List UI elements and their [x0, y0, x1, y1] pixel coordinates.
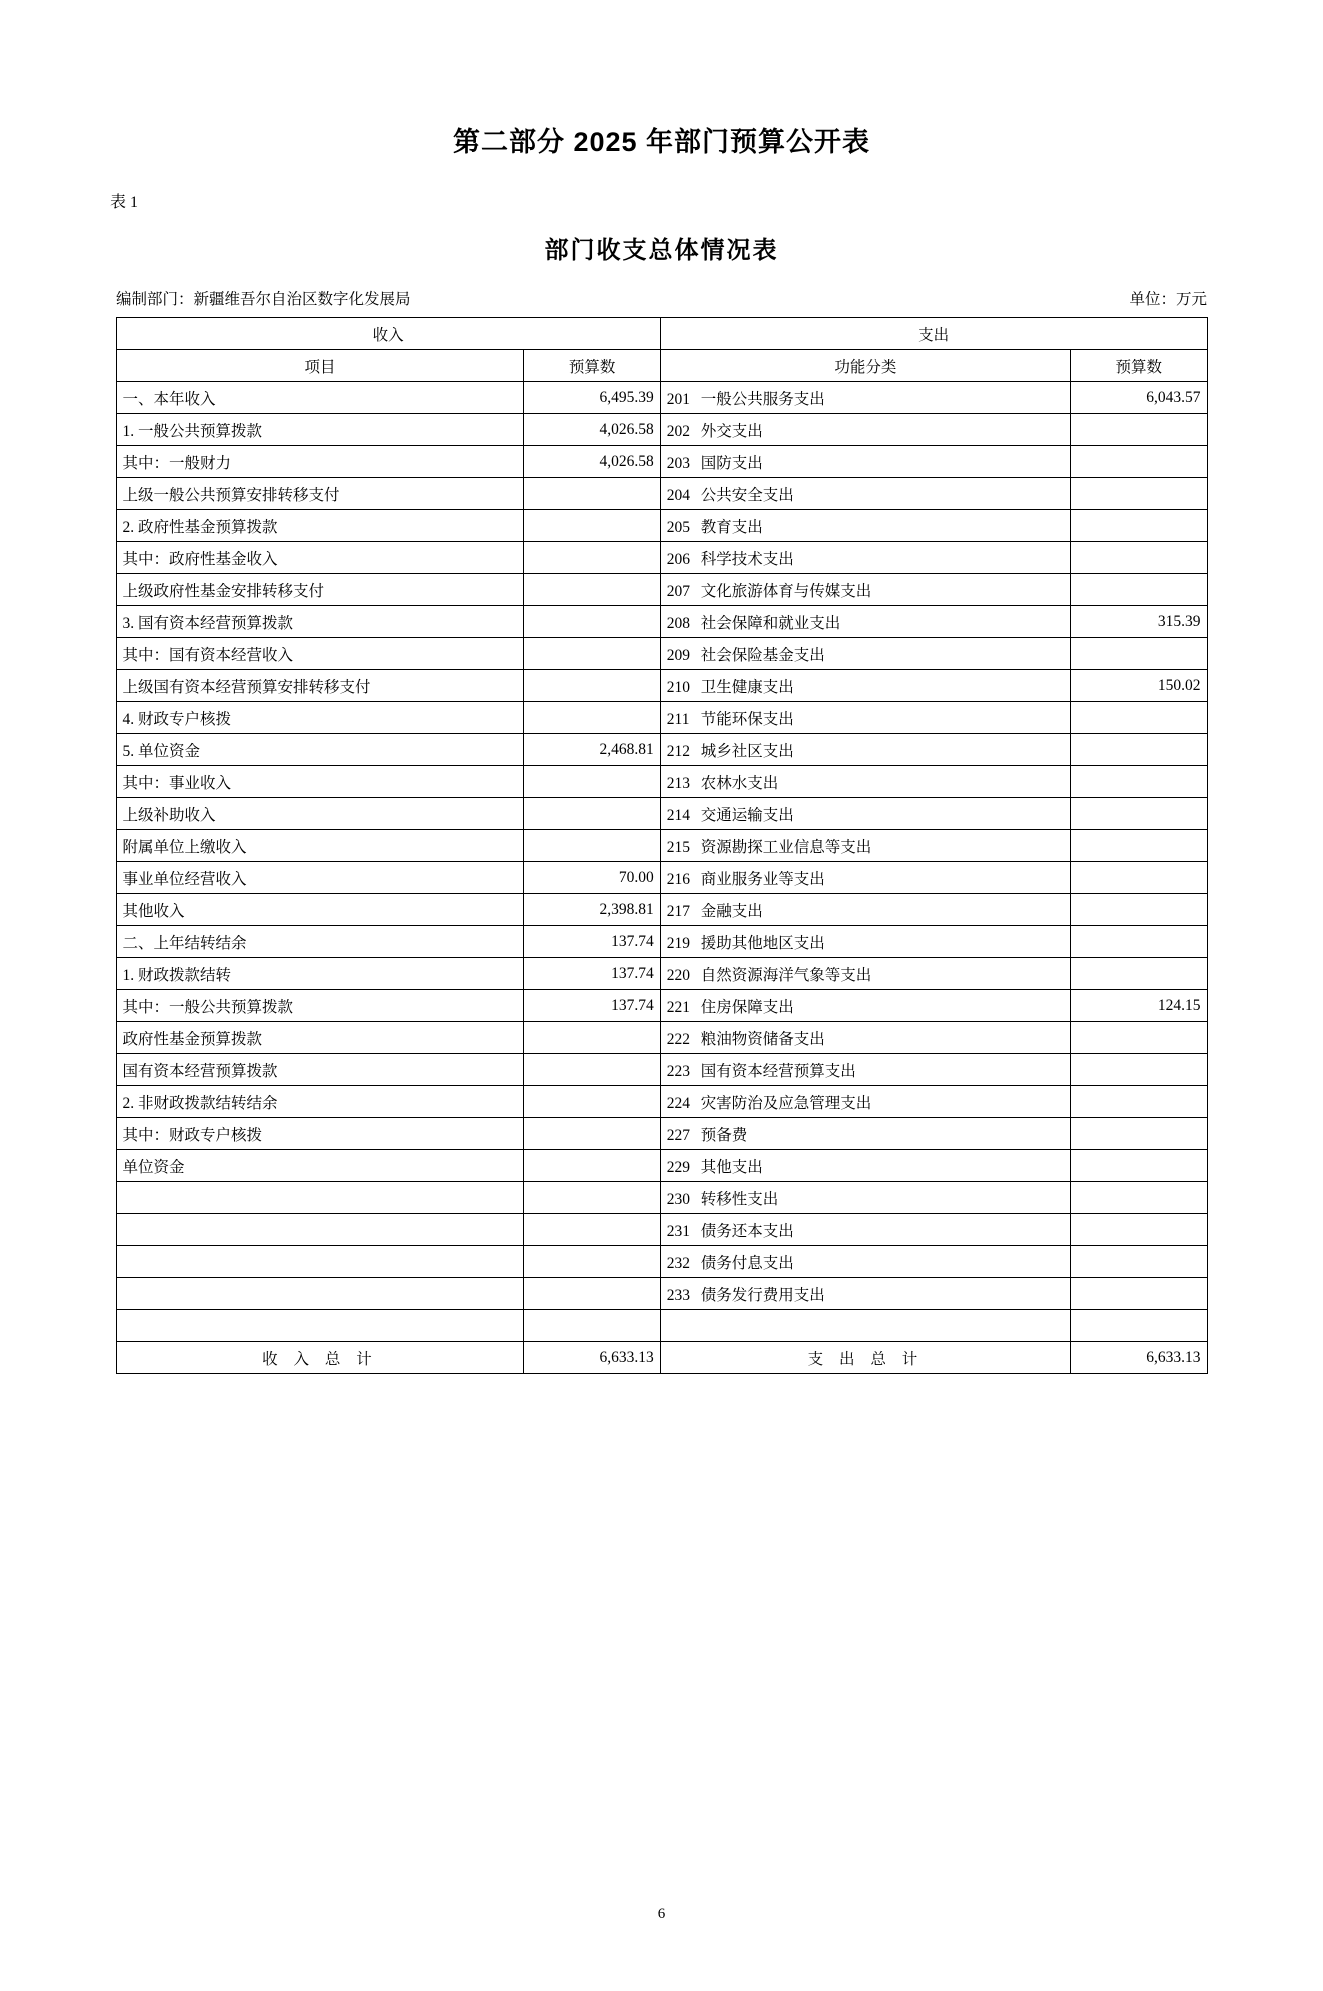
- table-row: [116, 734, 1207, 766]
- row-function-code: 206: [666, 550, 691, 568]
- row-income-item: 其他收入: [116, 894, 524, 926]
- row-expenditure-amount: [1071, 446, 1207, 478]
- row-function-class: [660, 958, 1070, 990]
- row-function-code: 223: [666, 1062, 691, 1080]
- row-function-name: 农林水支出: [700, 774, 779, 792]
- row-function-code: 217: [666, 902, 691, 920]
- row-function-name: 住房保障支出: [700, 998, 794, 1016]
- column-header-income-budget: 预算数: [524, 350, 660, 382]
- table-row: [116, 1086, 1207, 1118]
- income-total-label: 收 入 总 计: [116, 1342, 524, 1374]
- table-row: [116, 766, 1207, 798]
- row-function-name: 粮油物资储备支出: [700, 1030, 825, 1048]
- row-expenditure-amount: [1071, 894, 1207, 926]
- row-function-class: [660, 1054, 1070, 1086]
- row-function-name: 灾害防治及应急管理支出: [700, 1094, 872, 1112]
- row-function-name: 资源勘探工业信息等支出: [700, 838, 872, 856]
- row-function-code: 233: [666, 1286, 691, 1304]
- row-expenditure-amount: [1071, 1086, 1207, 1118]
- row-income-amount: [524, 542, 660, 574]
- table-row: [116, 510, 1207, 542]
- row-income-item: 一、本年收入: [116, 382, 524, 414]
- row-income-item: [116, 1278, 524, 1310]
- row-function-name: 预备费: [700, 1126, 748, 1144]
- row-income-amount: [524, 478, 660, 510]
- row-income-item: [116, 1182, 524, 1214]
- row-function-name: 公共安全支出: [700, 486, 794, 504]
- row-expenditure-amount: [1071, 926, 1207, 958]
- row-function-name: 国有资本经营预算支出: [700, 1062, 856, 1080]
- table-row: [116, 1054, 1207, 1086]
- row-expenditure-amount: [1071, 766, 1207, 798]
- table-row: [116, 1150, 1207, 1182]
- row-income-amount: 70.00: [524, 862, 660, 894]
- row-function-class: [660, 1246, 1070, 1278]
- row-function-class: [660, 766, 1070, 798]
- row-function-name: 商业服务业等支出: [700, 870, 825, 888]
- row-income-amount: 2,398.81: [524, 894, 660, 926]
- row-function-code: 210: [666, 678, 691, 696]
- row-function-class: [660, 1086, 1070, 1118]
- row-income-amount: [524, 606, 660, 638]
- row-income-item: 5. 单位资金: [116, 734, 524, 766]
- row-function-class: [660, 1278, 1070, 1310]
- row-expenditure-amount: [1071, 1054, 1207, 1086]
- row-function-class: [660, 574, 1070, 606]
- row-function-name: 债务付息支出: [700, 1254, 794, 1272]
- row-function-name: 其他支出: [700, 1158, 763, 1176]
- row-income-item: 国有资本经营预算拨款: [116, 1054, 524, 1086]
- expenditure-total-value: 6,633.13: [1071, 1342, 1207, 1374]
- row-income-amount: [524, 1310, 660, 1342]
- row-function-name: 社会保险基金支出: [700, 646, 825, 664]
- row-function-name: 城乡社区支出: [700, 742, 794, 760]
- column-header-expenditure-budget: 预算数: [1071, 350, 1207, 382]
- table-row: [116, 670, 1207, 702]
- row-income-amount: 137.74: [524, 990, 660, 1022]
- row-function-name: 债务还本支出: [700, 1222, 794, 1240]
- row-income-amount: [524, 766, 660, 798]
- row-income-amount: 4,026.58: [524, 446, 660, 478]
- row-income-item: 上级一般公共预算安排转移支付: [116, 478, 524, 510]
- row-function-class: [660, 414, 1070, 446]
- table-title: 部门收支总体情况表: [544, 238, 779, 264]
- row-income-item: 其中：财政专户核拨: [116, 1118, 524, 1150]
- row-function-code: 201: [666, 390, 691, 408]
- row-function-class: [660, 1150, 1070, 1182]
- row-income-item: 政府性基金预算拨款: [116, 1022, 524, 1054]
- row-income-item: 2. 政府性基金预算拨款: [116, 510, 524, 542]
- row-expenditure-amount: 150.02: [1071, 670, 1207, 702]
- row-expenditure-amount: [1071, 1022, 1207, 1054]
- table-row: [116, 1310, 1207, 1342]
- row-expenditure-amount: [1071, 734, 1207, 766]
- table-meta: [116, 287, 1207, 309]
- row-income-amount: [524, 1246, 660, 1278]
- table-row: [116, 1278, 1207, 1310]
- group-header-expenditure: 支出: [660, 318, 1207, 350]
- row-function-code: 208: [666, 614, 691, 632]
- row-function-class: [660, 734, 1070, 766]
- row-function-code: 219: [666, 934, 691, 952]
- row-function-class: [660, 1022, 1070, 1054]
- row-function-name: 债务发行费用支出: [700, 1286, 825, 1304]
- column-header-function-class: 功能分类: [660, 350, 1070, 382]
- row-income-item: 附属单位上缴收入: [116, 830, 524, 862]
- table-total-row: [116, 1342, 1207, 1374]
- row-function-code: 229: [666, 1158, 691, 1176]
- row-function-class: [660, 894, 1070, 926]
- table-row: [116, 382, 1207, 414]
- expenditure-total-label: 支 出 总 计: [660, 1342, 1070, 1374]
- unit-line: 单位：万元: [1129, 291, 1207, 308]
- page-title: 第二部分 2025 年部门预算公开表: [452, 127, 871, 157]
- row-income-amount: [524, 1278, 660, 1310]
- row-function-code: 204: [666, 486, 691, 504]
- row-function-name: 交通运输支出: [700, 806, 794, 824]
- table-body: [116, 382, 1207, 1342]
- group-header-income: 收入: [116, 318, 660, 350]
- row-function-class: [660, 542, 1070, 574]
- row-expenditure-amount: [1071, 574, 1207, 606]
- row-function-name: 外交支出: [700, 422, 763, 440]
- table-row: [116, 542, 1207, 574]
- table-row: [116, 798, 1207, 830]
- document-page: [0, 120, 1323, 1991]
- table-row: [116, 702, 1207, 734]
- table-row: [116, 414, 1207, 446]
- row-income-item: 上级国有资本经营预算安排转移支付: [116, 670, 524, 702]
- row-function-code: 202: [666, 422, 691, 440]
- row-income-amount: [524, 1182, 660, 1214]
- row-function-name: 一般公共服务支出: [700, 390, 825, 408]
- row-expenditure-amount: 6,043.57: [1071, 382, 1207, 414]
- row-function-code: 205: [666, 518, 691, 536]
- row-income-item: 单位资金: [116, 1150, 524, 1182]
- row-expenditure-amount: [1071, 638, 1207, 670]
- row-function-class: [660, 1310, 1070, 1342]
- row-income-amount: [524, 1086, 660, 1118]
- table-row: [116, 1246, 1207, 1278]
- row-function-class: [660, 1214, 1070, 1246]
- row-function-class: [660, 926, 1070, 958]
- row-income-amount: [524, 1214, 660, 1246]
- row-income-item: 3. 国有资本经营预算拨款: [116, 606, 524, 638]
- row-function-class: [660, 446, 1070, 478]
- row-function-class: [660, 990, 1070, 1022]
- row-income-amount: [524, 638, 660, 670]
- row-expenditure-amount: [1071, 478, 1207, 510]
- row-expenditure-amount: [1071, 798, 1207, 830]
- row-function-class: [660, 702, 1070, 734]
- row-income-amount: [524, 1150, 660, 1182]
- row-income-amount: [524, 798, 660, 830]
- row-function-code: 231: [666, 1222, 691, 1240]
- row-function-class: [660, 478, 1070, 510]
- row-income-item: [116, 1310, 524, 1342]
- row-function-name: 教育支出: [700, 518, 763, 536]
- row-expenditure-amount: [1071, 1150, 1207, 1182]
- row-expenditure-amount: [1071, 1246, 1207, 1278]
- row-function-name: 文化旅游体育与传媒支出: [700, 582, 872, 600]
- row-expenditure-amount: 315.39: [1071, 606, 1207, 638]
- row-function-code: 224: [666, 1094, 691, 1112]
- row-function-code: 227: [666, 1126, 691, 1144]
- table-row: [116, 478, 1207, 510]
- row-expenditure-amount: [1071, 830, 1207, 862]
- row-income-amount: [524, 510, 660, 542]
- table-column-header-row: [116, 350, 1207, 382]
- row-expenditure-amount: [1071, 414, 1207, 446]
- row-income-amount: [524, 830, 660, 862]
- row-function-name: 援助其他地区支出: [700, 934, 825, 952]
- row-function-class: [660, 798, 1070, 830]
- row-function-name: 卫生健康支出: [700, 678, 794, 696]
- row-income-item: 其中：事业收入: [116, 766, 524, 798]
- row-expenditure-amount: [1071, 702, 1207, 734]
- row-function-name: 科学技术支出: [700, 550, 794, 568]
- row-income-item: [116, 1214, 524, 1246]
- table-row: [116, 990, 1207, 1022]
- row-function-name: 自然资源海洋气象等支出: [700, 966, 872, 984]
- row-income-amount: 137.74: [524, 926, 660, 958]
- row-income-item: 其中：政府性基金收入: [116, 542, 524, 574]
- column-header-item: 项目: [116, 350, 524, 382]
- department-line: 编制部门：新疆维吾尔自治区数字化发展局: [116, 291, 411, 308]
- row-function-code: 216: [666, 870, 691, 888]
- row-function-class: [660, 830, 1070, 862]
- row-expenditure-amount: [1071, 1278, 1207, 1310]
- row-function-class: [660, 606, 1070, 638]
- table-row: [116, 1182, 1207, 1214]
- row-function-code: 212: [666, 742, 691, 760]
- row-function-class: [660, 638, 1070, 670]
- row-income-item: 事业单位经营收入: [116, 862, 524, 894]
- row-expenditure-amount: [1071, 510, 1207, 542]
- row-function-code: 230: [666, 1190, 691, 1208]
- page-number: 6: [657, 1906, 666, 1922]
- table-row: [116, 638, 1207, 670]
- row-income-amount: [524, 1054, 660, 1086]
- row-function-class: [660, 862, 1070, 894]
- table-row: [116, 1214, 1207, 1246]
- row-income-amount: 2,468.81: [524, 734, 660, 766]
- row-function-name: 节能环保支出: [700, 710, 794, 728]
- table-row: [116, 606, 1207, 638]
- row-expenditure-amount: [1071, 958, 1207, 990]
- row-function-code: 214: [666, 806, 691, 824]
- row-income-item: 其中：一般公共预算拨款: [116, 990, 524, 1022]
- budget-table: [116, 317, 1208, 1374]
- row-expenditure-amount: [1071, 1118, 1207, 1150]
- row-income-amount: [524, 1118, 660, 1150]
- row-function-code: 213: [666, 774, 691, 792]
- row-function-name: 国防支出: [700, 454, 763, 472]
- row-income-amount: [524, 670, 660, 702]
- table-row: [116, 574, 1207, 606]
- row-function-code: 207: [666, 582, 691, 600]
- row-income-amount: 137.74: [524, 958, 660, 990]
- income-total-value: 6,633.13: [524, 1342, 660, 1374]
- row-income-item: 上级政府性基金安排转移支付: [116, 574, 524, 606]
- table-group-header-row: [116, 318, 1207, 350]
- table-row: [116, 446, 1207, 478]
- row-income-item: 2. 非财政拨款结转结余: [116, 1086, 524, 1118]
- row-function-code: 221: [666, 998, 691, 1016]
- row-expenditure-amount: [1071, 1182, 1207, 1214]
- row-expenditure-amount: [1071, 1310, 1207, 1342]
- row-function-class: [660, 382, 1070, 414]
- row-expenditure-amount: 124.15: [1071, 990, 1207, 1022]
- row-function-class: [660, 1182, 1070, 1214]
- table-label: 表 1: [110, 194, 139, 211]
- table-row: [116, 1118, 1207, 1150]
- row-function-code: 222: [666, 1030, 691, 1048]
- row-function-code: 203: [666, 454, 691, 472]
- row-income-item: [116, 1246, 524, 1278]
- row-function-class: [660, 670, 1070, 702]
- table-row: [116, 926, 1207, 958]
- row-function-name: 社会保障和就业支出: [700, 614, 841, 632]
- table-row: [116, 894, 1207, 926]
- row-income-item: 1. 财政拨款结转: [116, 958, 524, 990]
- row-function-name: 转移性支出: [700, 1190, 779, 1208]
- table-row: [116, 1022, 1207, 1054]
- row-function-code: 215: [666, 838, 691, 856]
- row-expenditure-amount: [1071, 1214, 1207, 1246]
- row-income-amount: 4,026.58: [524, 414, 660, 446]
- table-row: [116, 862, 1207, 894]
- row-function-code: 232: [666, 1254, 691, 1272]
- table-row: [116, 958, 1207, 990]
- row-income-amount: 6,495.39: [524, 382, 660, 414]
- row-function-code: 220: [666, 966, 691, 984]
- row-income-amount: [524, 1022, 660, 1054]
- table-row: [116, 830, 1207, 862]
- row-income-item: 其中：一般财力: [116, 446, 524, 478]
- row-function-class: [660, 1118, 1070, 1150]
- row-expenditure-amount: [1071, 542, 1207, 574]
- row-function-class: [660, 510, 1070, 542]
- row-income-item: 4. 财政专户核拨: [116, 702, 524, 734]
- row-income-item: 其中：国有资本经营收入: [116, 638, 524, 670]
- row-function-name: 金融支出: [700, 902, 763, 920]
- row-income-item: 二、上年结转结余: [116, 926, 524, 958]
- row-income-amount: [524, 574, 660, 606]
- row-income-item: 上级补助收入: [116, 798, 524, 830]
- row-function-code: 211: [666, 710, 690, 728]
- row-function-code: 209: [666, 646, 691, 664]
- row-expenditure-amount: [1071, 862, 1207, 894]
- row-income-amount: [524, 702, 660, 734]
- row-income-item: 1. 一般公共预算拨款: [116, 414, 524, 446]
